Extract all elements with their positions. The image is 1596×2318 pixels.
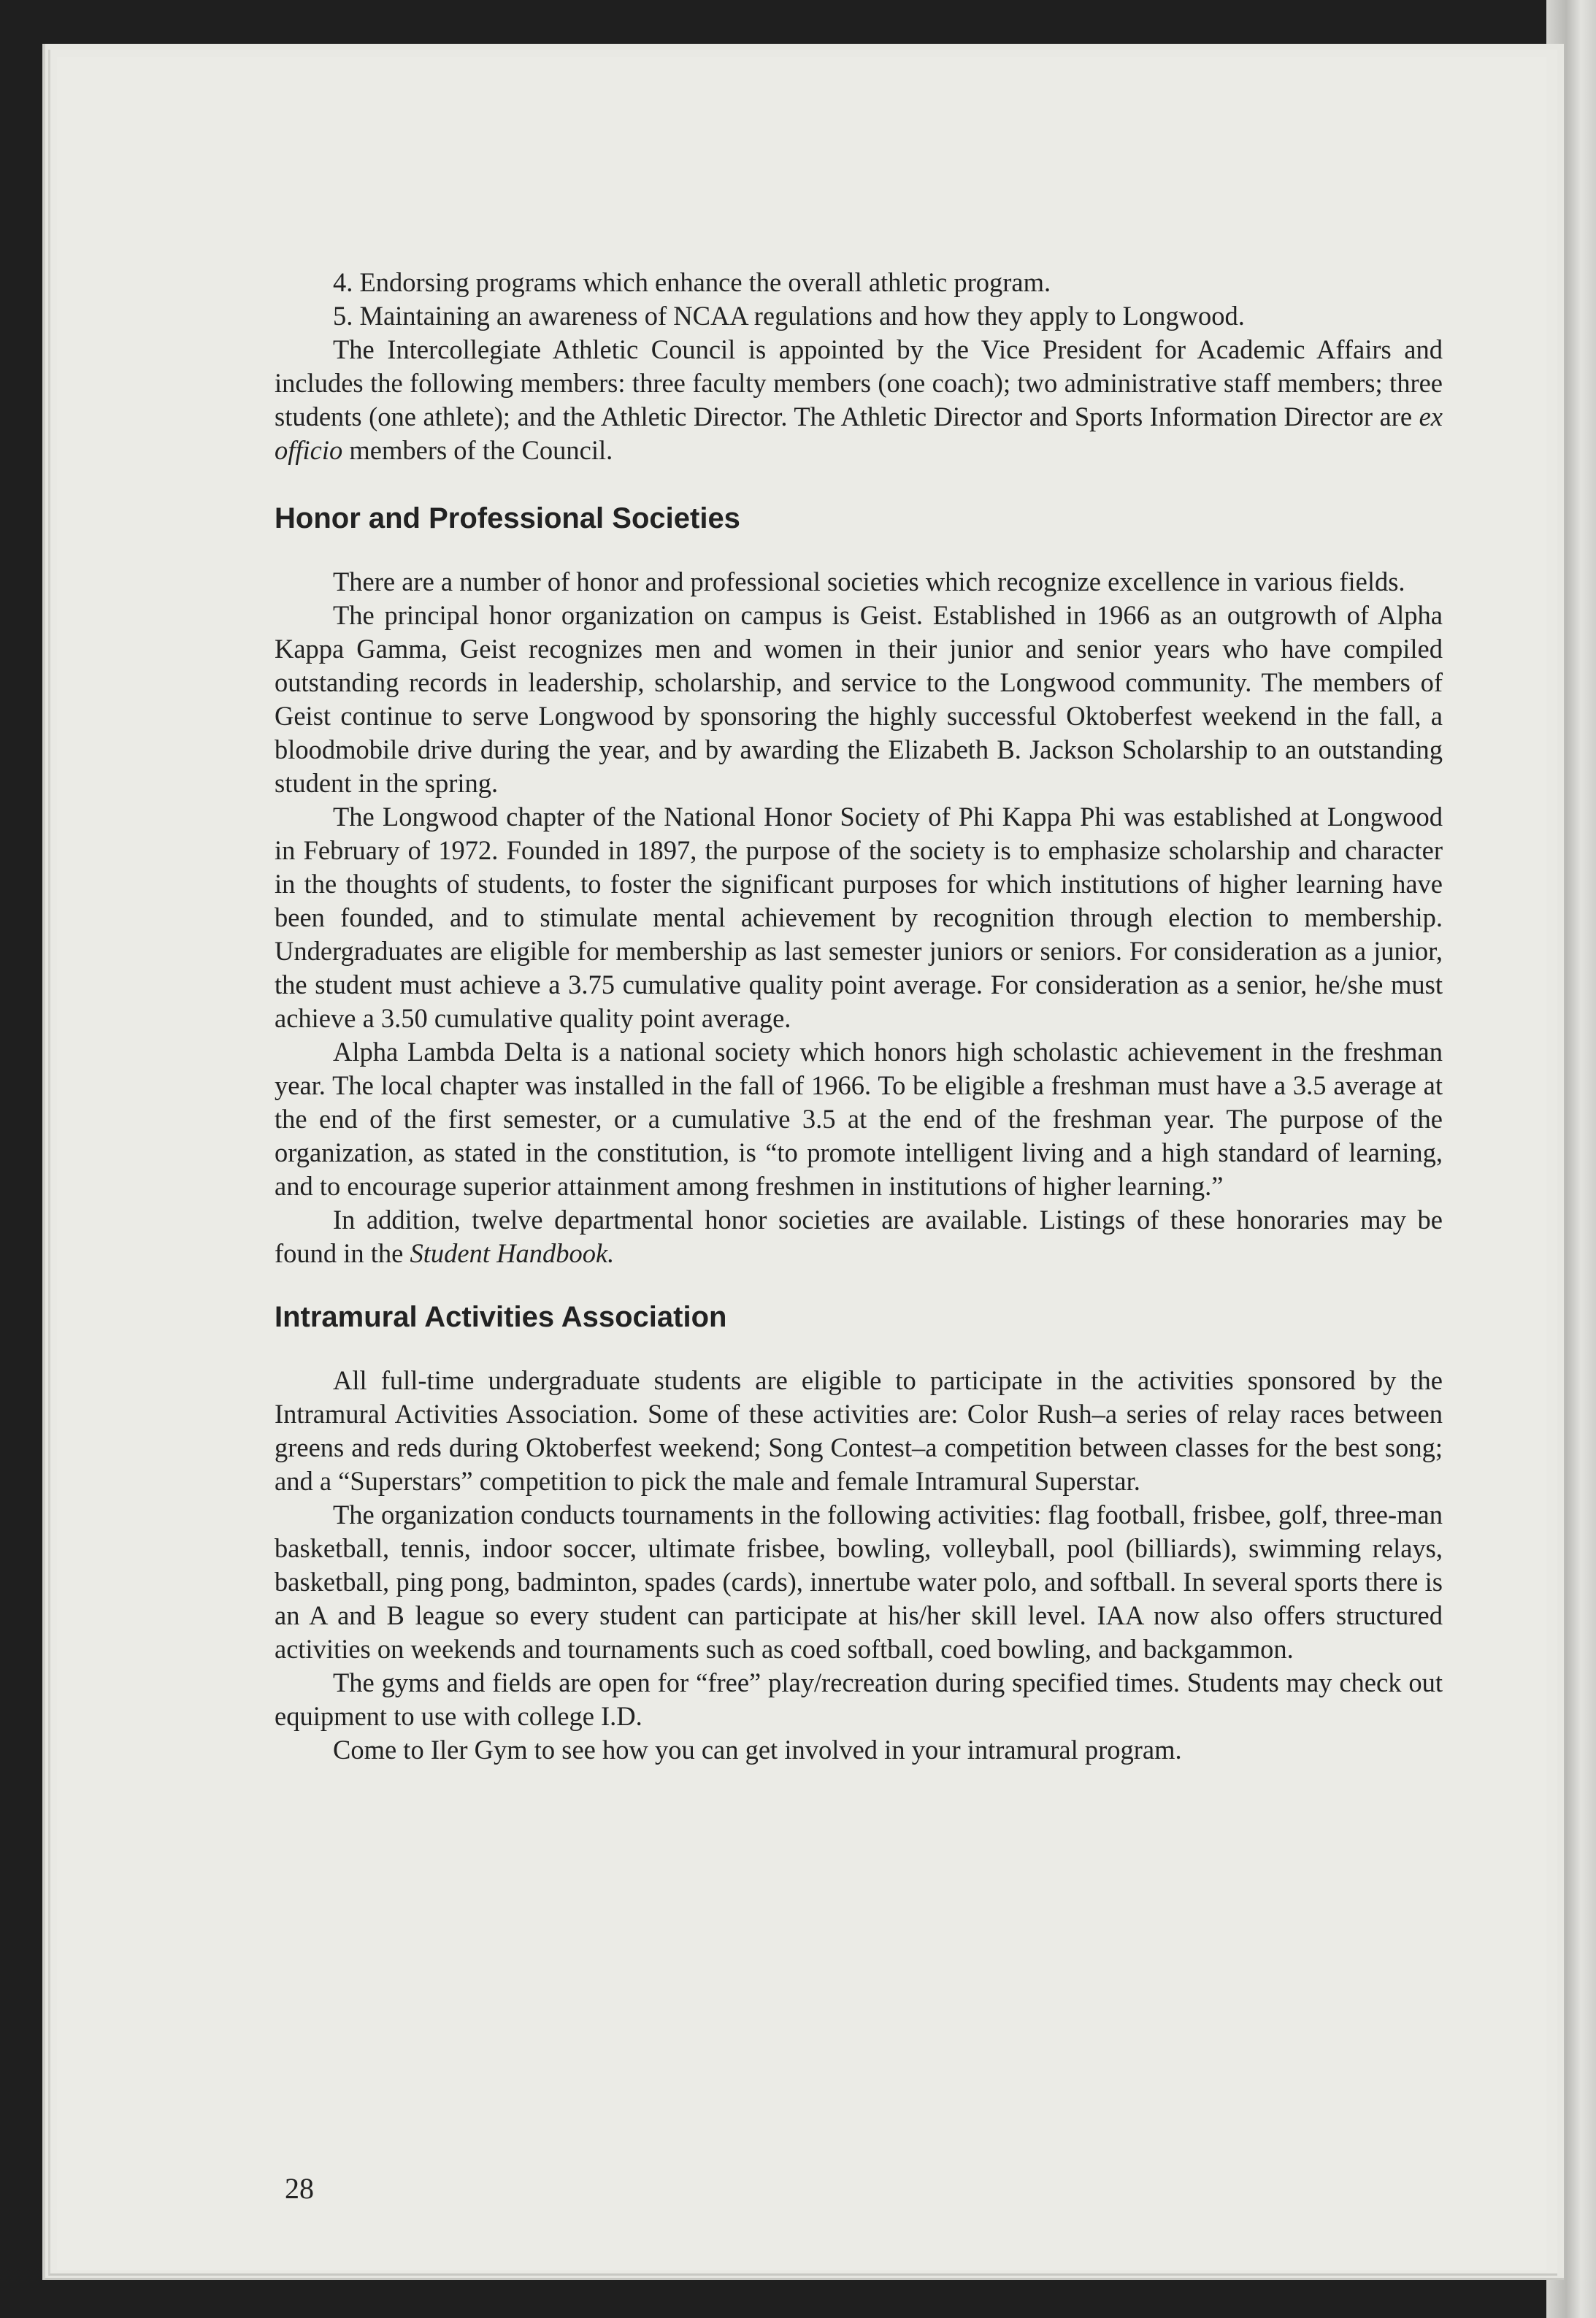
intramural-paragraph: The organization conducts tournaments in the following activities: flag football, frisbee, golf, three-man basketball, tennis, indoor soccer, ultimate frisbee, bowling, volleyball, pool (billiards), swimming relays, basketball, ping pong, badminton, spades (cards), innertube water polo, and softball. In several sports there is an A and B league so every student can participate at his/her skill level. IAA now also offers structured activities on weekends and tournaments such as coed softball, coed bowling, and backgammon.	[275, 1500, 1443, 1664]
council-text-end: members of the Council.	[342, 435, 613, 465]
page-content	[275, 266, 1443, 1767]
honor-paragraph: Alpha Lambda Delta is a national society which honors high scholastic achievement in the freshman year. The local chapter was installed in the fall of 1966. To be eligible a freshman must have a 3.5 average at the end of the first semester, or a cumulative 3.5 at the end of the freshman year. The purpose of the organization, as stated in the constitution, is “to promote intelligent living and a high standard of learning, and to encourage superior attainment among freshmen in institutions of higher learning.”	[275, 1037, 1443, 1201]
student-handbook-title: Student Handbook.	[410, 1238, 615, 1268]
section-heading-honor-societies: Honor and Professional Societies	[275, 502, 740, 534]
honor-paragraph: The principal honor organization on campus is Geist. Established in 1966 as an outgrowth of Alpha Kappa Gamma, Geist recognizes men and women in their junior and senior years who have compiled outstanding records in leadership, scholarship, and service to the Longwood community. The members of Geist continue to serve Longwood by sponsoring the highly successful Oktoberfest weekend in the fall, a bloodmobile drive during the year, and by awarding the Elizabeth B. Jackson Scholarship to an outstanding student in the spring.	[275, 600, 1443, 798]
list-item: 4. Endorsing programs which enhance the overall athletic program.	[333, 267, 1051, 297]
page-number: 28	[285, 2172, 314, 2205]
intramural-paragraph: Come to Iler Gym to see how you can get involved in your intramural program.	[333, 1735, 1182, 1765]
book-page	[57, 57, 1546, 2271]
council-italic-term: ex officio	[275, 402, 1443, 465]
intramural-paragraph: The gyms and fields are open for “free” play/recreation during specified times. Students may check out equipment to use with college I.D.	[275, 1667, 1443, 1731]
honor-paragraph: The Longwood chapter of the National Honor Society of Phi Kappa Phi was established at Longwood in February of 1972. Founded in 1897, the purpose of the society is to emphasize scholarship and character in the thoughts of students, to foster the significant purposes for which institutions of higher learning have been founded, and to stimulate mental achievement by recognition through election to membership. Undergraduates are eligible for membership as last semester juniors or seniors. For consideration as a junior, the student must achieve a 3.75 cumulative quality point average. For consideration as a senior, he/she must achieve a 3.50 cumulative quality point average.	[275, 802, 1443, 1033]
council-text-start: The Intercollegiate Athletic Council is appointed by the Vice President for Academic Affairs and includes the following members: three faculty members (one coach); two administrative staff members; three students (one athlete); and the Athletic Director. The Athletic Director and Sports Information Director are	[275, 334, 1443, 431]
honor-paragraph: There are a number of honor and professional societies which recognize excellence in various fields.	[333, 567, 1405, 596]
council-paragraph	[275, 333, 1443, 467]
honor-final-text: In addition, twelve departmental honor societies are available. Listings of these honoraries may be found in the	[275, 1205, 1443, 1268]
list-item: 5. Maintaining an awareness of NCAA regulations and how they apply to Longwood.	[333, 301, 1245, 331]
section-heading-intramural: Intramural Activities Association	[275, 1301, 727, 1333]
honor-final-paragraph	[275, 1203, 1443, 1270]
intramural-paragraph: All full-time undergraduate students are eligible to participate in the activities sponsored by the Intramural Activities Association. Some of these activities are: Color Rush–a series of relay races between greens and reds during Oktoberfest weekend; Song Contest–a competition between classes for the best song; and a “Superstars” competition to pick the male and female Intramural Superstar.	[275, 1365, 1443, 1496]
